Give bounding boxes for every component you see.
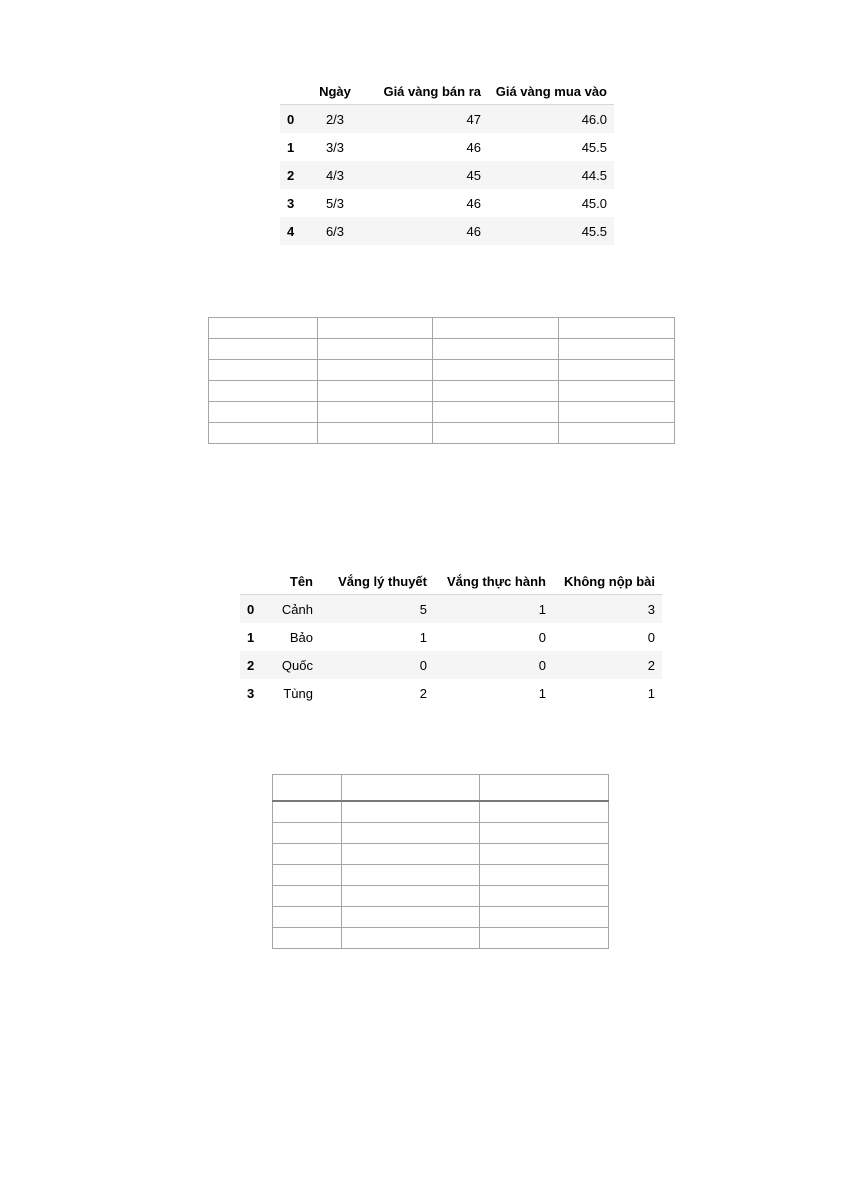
row-index: 3 <box>287 195 295 211</box>
grid-cell <box>342 844 480 865</box>
grid-row <box>209 402 675 423</box>
cell-no-submit: 0 <box>647 629 655 645</box>
column-header-day: Ngày <box>319 83 351 99</box>
grid-cell <box>209 381 318 402</box>
grid-cell <box>318 381 433 402</box>
cell-buy-price: 45.5 <box>581 139 607 155</box>
grid-cell <box>209 360 318 381</box>
grid-row <box>273 844 609 865</box>
table-row <box>280 105 614 134</box>
cell-sell-price: 46 <box>466 195 481 211</box>
grid-cell <box>342 823 480 844</box>
cell-sell-price: 46 <box>466 139 481 155</box>
cell-practice-absent: 1 <box>538 601 546 617</box>
cell-sell-price: 47 <box>466 111 481 127</box>
cell-sell-price: 46 <box>466 223 481 239</box>
cell-buy-price: 46.0 <box>581 111 607 127</box>
table-row <box>280 133 614 161</box>
grid-row <box>273 886 609 907</box>
grid-cell <box>209 423 318 444</box>
grid-cell <box>480 886 609 907</box>
grid-row <box>273 823 609 844</box>
grid-cell <box>273 775 342 802</box>
cell-buy-price: 44.5 <box>581 167 607 183</box>
cell-theory-absent: 1 <box>419 629 427 645</box>
grid-cell <box>480 844 609 865</box>
grid-row <box>273 907 609 928</box>
row-index: 3 <box>247 685 255 701</box>
grid-row <box>273 801 609 823</box>
grid-cell <box>342 928 480 949</box>
table-row <box>240 623 662 651</box>
grid-row <box>209 423 675 444</box>
grid-cell <box>480 801 609 823</box>
cell-no-submit: 2 <box>647 657 655 673</box>
cell-theory-absent: 2 <box>419 685 427 701</box>
grid-cell <box>318 402 433 423</box>
cell-no-submit: 3 <box>647 601 655 617</box>
cell-theory-absent: 0 <box>419 657 427 673</box>
grid-cell <box>480 907 609 928</box>
grid-cell <box>318 318 433 339</box>
table-row <box>280 161 614 189</box>
cell-sell-price: 45 <box>466 167 481 183</box>
row-index: 1 <box>247 629 255 645</box>
row-index: 2 <box>247 657 255 673</box>
cell-day: 6/3 <box>325 223 345 239</box>
column-header-sell-price: Giá vàng bán ra <box>383 83 481 99</box>
grid-cell <box>559 423 675 444</box>
grid-cell <box>318 360 433 381</box>
grid-cell <box>273 886 342 907</box>
grid-row <box>273 865 609 886</box>
cell-name: Cảnh <box>281 601 313 617</box>
grid-cell <box>559 318 675 339</box>
row-index: 4 <box>287 223 295 239</box>
grid-row <box>273 928 609 949</box>
grid-cell <box>480 865 609 886</box>
grid-cell <box>433 402 559 423</box>
row-index: 2 <box>287 167 295 183</box>
grid-cell <box>273 823 342 844</box>
cell-no-submit: 1 <box>647 685 655 701</box>
grid-cell <box>433 360 559 381</box>
cell-name: Bảo <box>289 629 313 645</box>
column-header-name: Tên <box>289 573 313 589</box>
grid-cell <box>342 865 480 886</box>
absence-table <box>240 568 662 707</box>
grid-cell <box>209 402 318 423</box>
grid-cell <box>273 907 342 928</box>
table-row <box>280 189 614 217</box>
cell-day: 2/3 <box>325 111 345 127</box>
row-index: 1 <box>287 139 295 155</box>
grid-cell <box>433 318 559 339</box>
grid-header-row <box>273 775 609 802</box>
index-header <box>280 78 308 105</box>
grid-cell <box>559 339 675 360</box>
grid-cell <box>342 907 480 928</box>
table-row <box>280 217 614 245</box>
table-header-row <box>240 568 662 595</box>
column-header-practice-absent: Vắng thực hành <box>447 573 546 589</box>
grid-cell <box>480 928 609 949</box>
cell-day: 3/3 <box>325 139 345 155</box>
table-header-row <box>280 78 614 105</box>
grid-cell <box>342 801 480 823</box>
grid-cell <box>209 339 318 360</box>
cell-buy-price: 45.5 <box>581 223 607 239</box>
grid-cell <box>209 318 318 339</box>
column-header-theory-absent: Vắng lý thuyết <box>338 573 427 589</box>
row-index: 0 <box>247 601 255 617</box>
cell-day: 4/3 <box>325 167 345 183</box>
grid-cell <box>559 381 675 402</box>
grid-row <box>209 360 675 381</box>
grid-cell <box>273 865 342 886</box>
grid-cell <box>342 886 480 907</box>
grid-cell <box>342 775 480 802</box>
row-index: 0 <box>287 111 295 127</box>
cell-buy-price: 45.0 <box>581 195 607 211</box>
cell-name: Tùng <box>283 685 313 701</box>
table-row <box>240 595 662 624</box>
empty-grid-table <box>208 317 675 444</box>
grid-cell <box>433 339 559 360</box>
grid-row <box>209 381 675 402</box>
grid-cell <box>480 775 609 802</box>
grid-row <box>209 318 675 339</box>
grid-cell <box>273 928 342 949</box>
grid-cell <box>318 423 433 444</box>
cell-name: Quốc <box>281 657 313 673</box>
empty-grid-table <box>272 774 609 949</box>
cell-day: 5/3 <box>325 195 345 211</box>
grid-row <box>209 339 675 360</box>
grid-cell <box>433 381 559 402</box>
column-header-no-submit: Không nộp bài <box>564 573 655 589</box>
grid-cell <box>559 402 675 423</box>
grid-cell <box>318 339 433 360</box>
gold-price-table <box>280 78 614 245</box>
cell-theory-absent: 5 <box>419 601 427 617</box>
grid-cell <box>273 844 342 865</box>
grid-cell <box>273 801 342 823</box>
grid-cell <box>433 423 559 444</box>
cell-practice-absent: 1 <box>538 685 546 701</box>
cell-practice-absent: 0 <box>538 657 546 673</box>
cell-practice-absent: 0 <box>538 629 546 645</box>
index-header <box>240 568 266 595</box>
grid-cell <box>559 360 675 381</box>
table-row <box>240 679 662 707</box>
column-header-buy-price: Giá vàng mua vào <box>495 83 607 99</box>
grid-cell <box>480 823 609 844</box>
table-row <box>240 651 662 679</box>
